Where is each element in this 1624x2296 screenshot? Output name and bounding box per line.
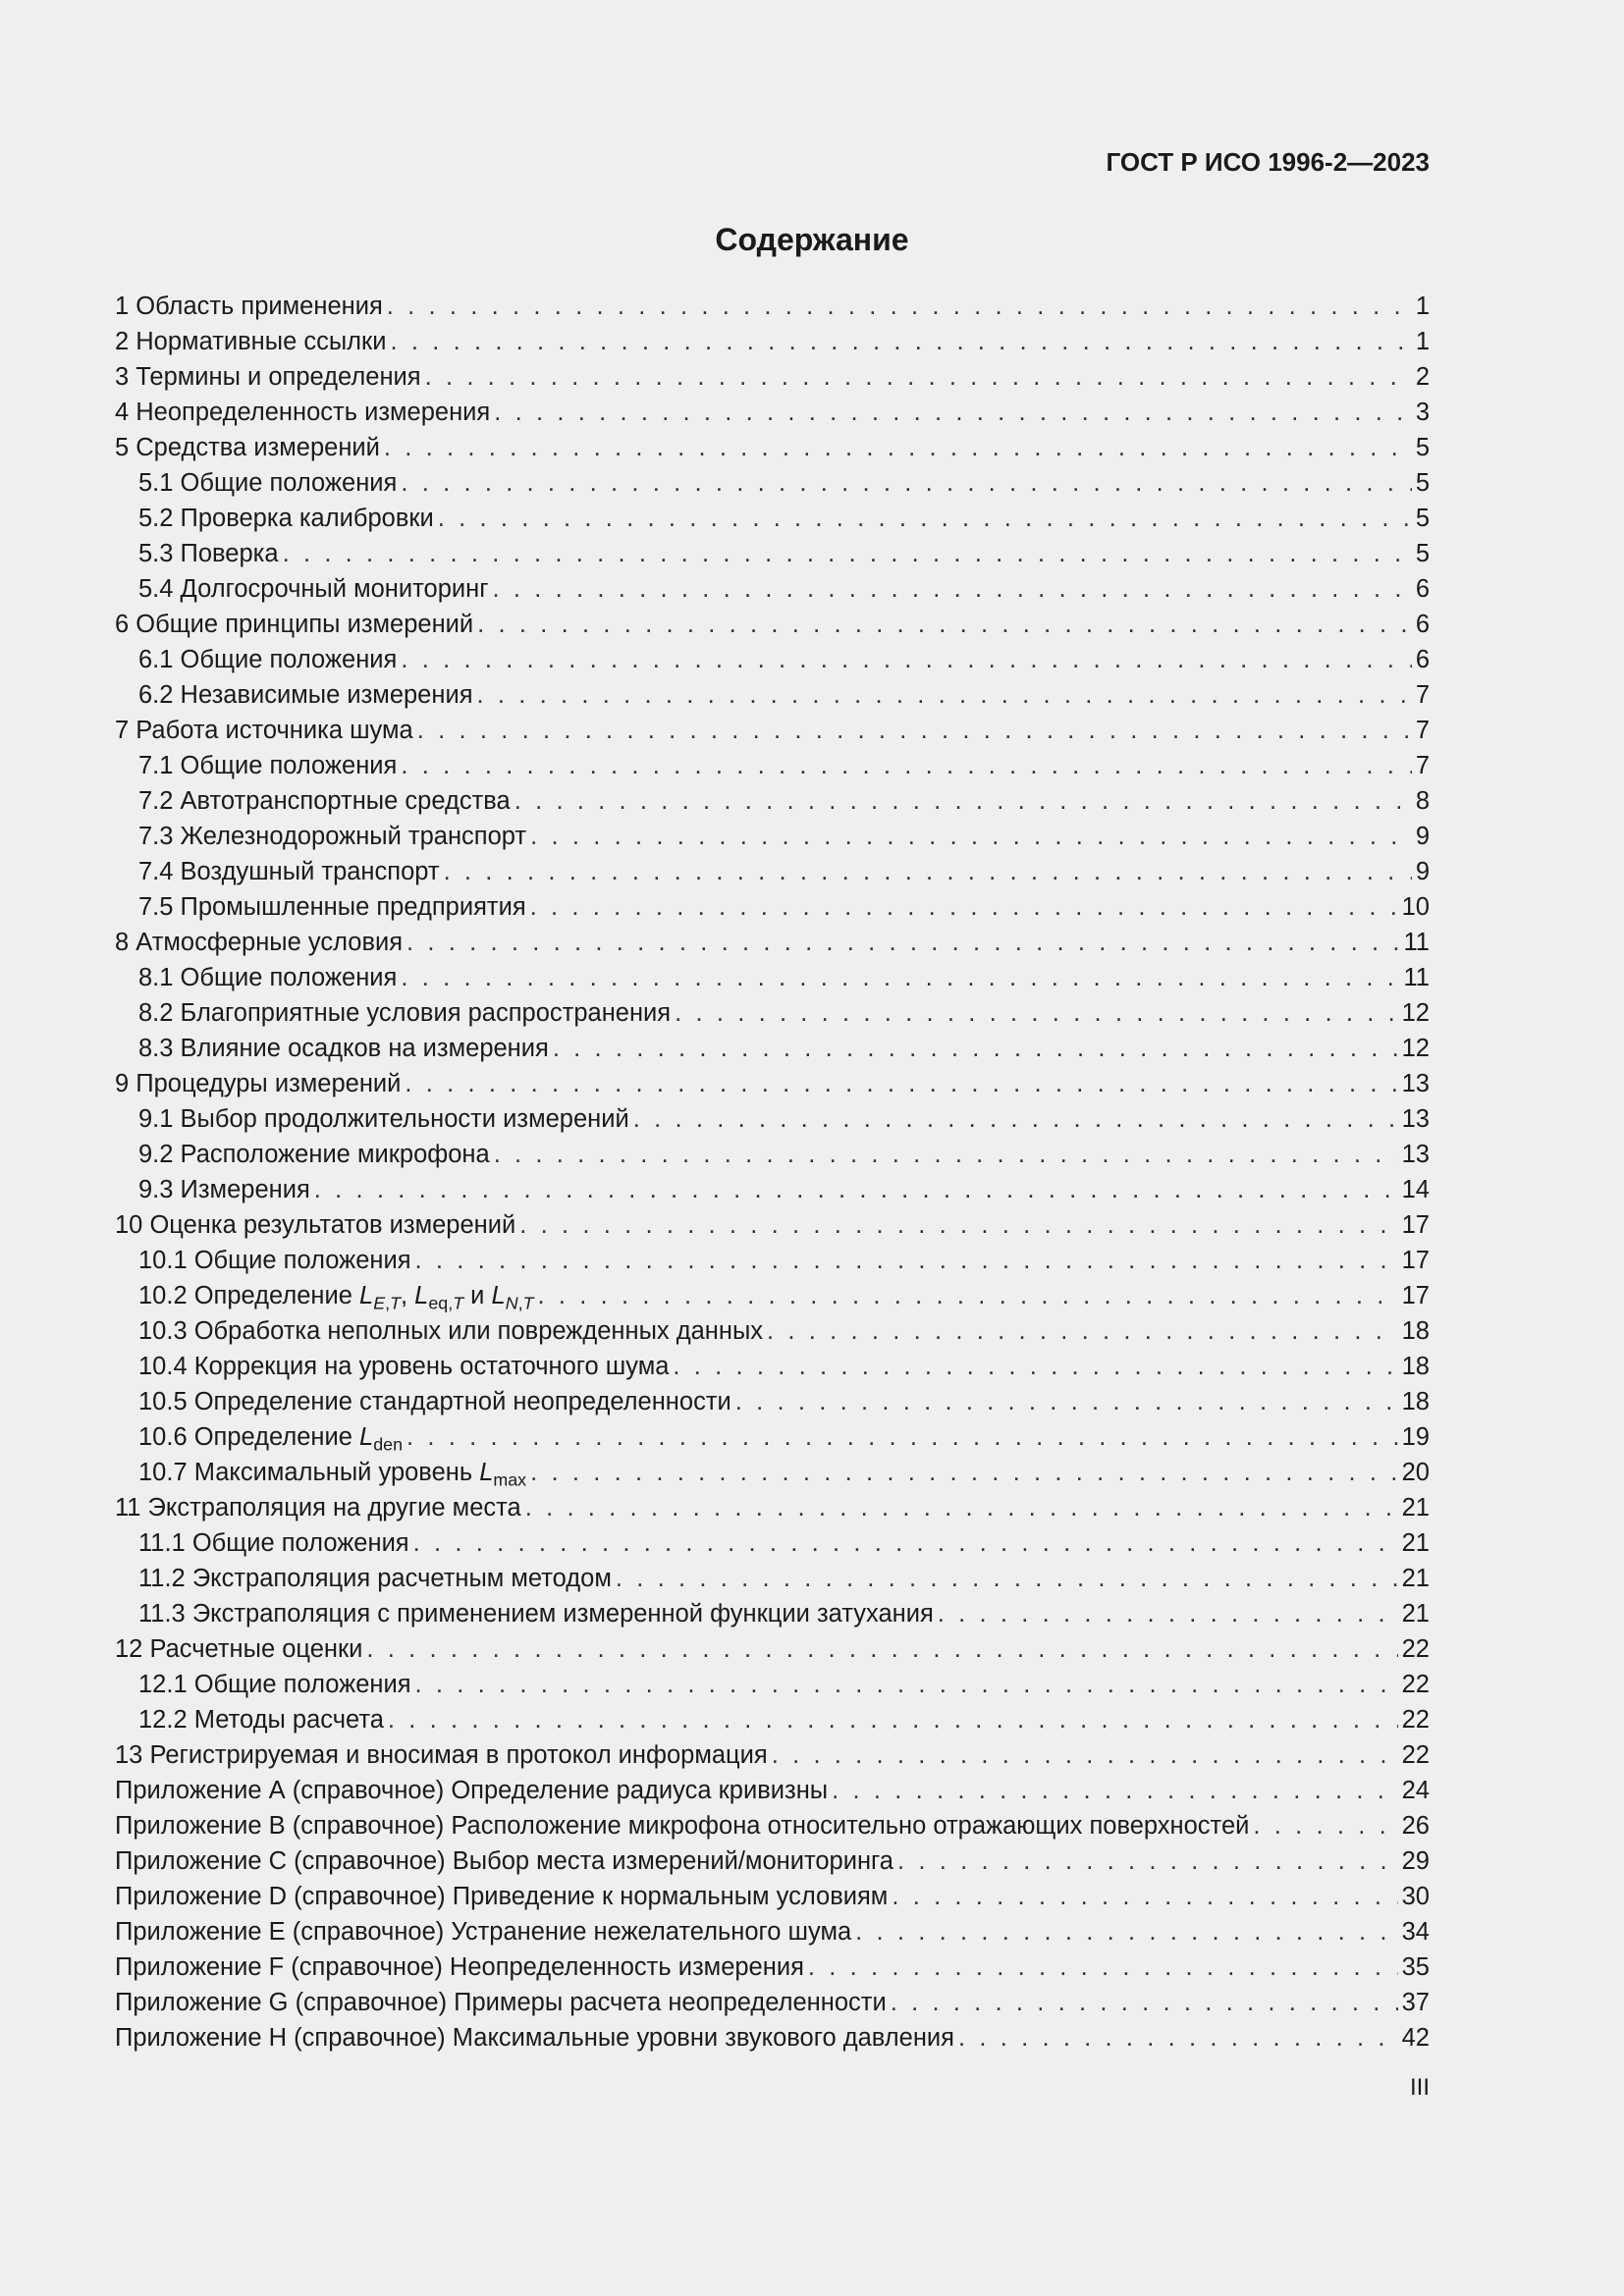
- toc-dot-leader: [493, 571, 1412, 607]
- toc-entry: [115, 748, 1430, 783]
- toc-entry-page: 18: [1401, 1388, 1430, 1415]
- toc-dot-leader: [401, 748, 1411, 783]
- toc-entry-label: 10.5 Определение стандартной неопределенности: [138, 1388, 731, 1415]
- toc-entry-label: 7 Работа источника шума: [115, 717, 413, 744]
- toc-entry-label: 1 Область применения: [115, 293, 383, 320]
- toc-entry-label: 12 Расчетные оценки: [115, 1635, 363, 1663]
- toc-entry: [115, 1207, 1430, 1243]
- toc-entry: [115, 1137, 1430, 1172]
- toc-entry-label: Приложение Е (справочное) Устранение нежелательного шума: [115, 1918, 852, 1946]
- toc-entry: [115, 1561, 1430, 1596]
- toc-dot-leader: [891, 1985, 1398, 2020]
- toc-entry: [115, 960, 1430, 995]
- toc-entry-page: 2: [1415, 363, 1430, 391]
- toc-dot-leader: [444, 854, 1412, 889]
- toc-entry-label: 7.3 Железнодорожный транспорт: [138, 823, 527, 850]
- toc-entry-page: 1: [1415, 328, 1430, 355]
- toc-entry-page: 14: [1401, 1176, 1430, 1203]
- toc-entry-label: 10.6 Определение $L_{den}$: [138, 1423, 403, 1455]
- toc-entry-label: Приложение Н (справочное) Максимальные уровни звукового давления: [115, 2024, 954, 2052]
- toc-dot-leader: [406, 925, 1399, 960]
- toc-entry: [115, 1243, 1430, 1278]
- toc-dot-leader: [525, 1490, 1398, 1525]
- toc-entry-page: 17: [1401, 1282, 1430, 1309]
- toc-dot-leader: [675, 995, 1398, 1031]
- toc-entry-page: 5: [1415, 434, 1430, 461]
- toc-entry: [115, 571, 1430, 607]
- toc-entry-label: 10.1 Общие положения: [138, 1247, 411, 1274]
- toc-dot-leader: [405, 1066, 1397, 1101]
- toc-entry: [115, 1843, 1430, 1879]
- page-title: Содержание: [715, 222, 909, 257]
- toc-dot-leader: [519, 1207, 1397, 1243]
- toc-entry: [115, 1101, 1430, 1137]
- toc-entry-page: 22: [1401, 1671, 1430, 1698]
- toc-entry-page: 5: [1415, 505, 1430, 532]
- toc-entry-page: 18: [1401, 1317, 1430, 1345]
- toc-entry: [115, 1066, 1430, 1101]
- toc-entry-label: 12.1 Общие положения: [138, 1671, 411, 1698]
- toc-entry-label: Приложение F (справочное) Неопределенность измерения: [115, 1953, 804, 1981]
- toc-entry: [115, 713, 1430, 748]
- toc-entry-label: Приложение D (справочное) Приведение к нормальным условиям: [115, 1883, 889, 1910]
- toc-entry-page: 12: [1401, 999, 1430, 1027]
- toc-entry-page: 21: [1401, 1529, 1430, 1557]
- toc-entry: [115, 359, 1430, 395]
- toc-entry-page: 10: [1401, 893, 1430, 921]
- toc-dot-leader: [530, 889, 1398, 925]
- toc-entry: [115, 1808, 1430, 1843]
- toc-dot-leader: [406, 1419, 1398, 1455]
- toc-entry-label: 8.3 Влияние осадков на измерения: [138, 1035, 549, 1062]
- toc-entry: [115, 430, 1430, 465]
- toc-dot-leader: [417, 713, 1412, 748]
- toc-dot-leader: [537, 1278, 1397, 1313]
- toc-entry: [115, 501, 1430, 536]
- toc-entry: [115, 1596, 1430, 1631]
- toc-entry-label: 11.2 Экстраполяция расчетным методом: [138, 1565, 612, 1592]
- toc-entry-label: 9.3 Измерения: [138, 1176, 310, 1203]
- toc-entry-page: 9: [1415, 823, 1430, 850]
- page-number: III: [1409, 2074, 1430, 2101]
- toc-entry: [115, 1667, 1430, 1702]
- toc-entry-label: 8 Атмосферные условия: [115, 929, 404, 956]
- toc-entry-page: 20: [1401, 1459, 1430, 1486]
- toc-entry-page: 35: [1401, 1953, 1430, 1981]
- toc-entry-label: 10.2 Определение $L_{E,T}$, $L_{eq,T}$ и $L_{N,T}$: [138, 1282, 534, 1313]
- toc-entry-label: 6.1 Общие положения: [138, 646, 398, 673]
- toc-dot-leader: [958, 2020, 1398, 2056]
- toc-entry: [115, 1031, 1430, 1066]
- toc-dot-leader: [494, 395, 1412, 430]
- toc-entry-label: 5 Средства измерений: [115, 434, 380, 461]
- toc-entry-label: 9.2 Расположение микрофона: [138, 1141, 490, 1168]
- toc-entry-page: 9: [1415, 858, 1430, 885]
- toc-entry: [115, 1914, 1430, 1949]
- toc-entry: [115, 1525, 1430, 1561]
- toc-entry-page: 1: [1415, 293, 1430, 320]
- toc-dot-leader: [808, 1949, 1398, 1985]
- toc-entry-page: 7: [1415, 752, 1430, 779]
- toc-entry-page: 11: [1403, 929, 1430, 956]
- toc-entry: [115, 1455, 1430, 1490]
- toc-entry-page: 6: [1415, 646, 1430, 673]
- toc-entry-page: 30: [1401, 1883, 1430, 1910]
- toc-dot-leader: [401, 465, 1411, 501]
- toc-entry-page: 24: [1401, 1777, 1430, 1804]
- toc-entry-page: 6: [1415, 575, 1430, 603]
- toc-entry: [115, 1631, 1430, 1667]
- toc-dot-leader: [401, 960, 1399, 995]
- toc-entry-label: 5.3 Поверка: [138, 540, 279, 567]
- toc-entry-page: 21: [1401, 1494, 1430, 1522]
- toc-dot-leader: [494, 1137, 1398, 1172]
- toc-entry-label: Приложение В (справочное) Расположение микрофона относительно отражающих поверхностей: [115, 1812, 1250, 1840]
- toc-entry-label: 6 Общие принципы измерений: [115, 611, 474, 638]
- toc-entry-label: Приложение А (справочное) Определение радиуса кривизны: [115, 1777, 829, 1804]
- toc-entry-label: 11.1 Общие положения: [138, 1529, 409, 1557]
- toc-entry-page: 11: [1403, 964, 1430, 991]
- toc-entry: [115, 1278, 1430, 1313]
- toc-entry-label: 8.2 Благоприятные условия распространения: [138, 999, 672, 1027]
- toc-dot-leader: [616, 1561, 1398, 1596]
- toc-entry: [115, 889, 1430, 925]
- toc-entry: [115, 536, 1430, 571]
- toc-entry: [115, 289, 1430, 324]
- toc-entry: [115, 1949, 1430, 1985]
- toc-entry-label: 7.4 Воздушный транспорт: [138, 858, 440, 885]
- toc-entry: [115, 783, 1430, 819]
- toc-entry-label: 13 Регистрируемая и вносимая в протокол информация: [115, 1741, 768, 1769]
- toc-entry: [115, 1773, 1430, 1808]
- toc-dot-leader: [425, 359, 1412, 395]
- toc-entry-page: 21: [1401, 1565, 1430, 1592]
- toc-entry-page: 42: [1401, 2024, 1430, 2052]
- toc-entry: [115, 1737, 1430, 1773]
- toc-dot-leader: [387, 289, 1412, 324]
- toc-dot-leader: [438, 501, 1412, 536]
- toc-entry-label: 7.2 Автотранспортные средства: [138, 787, 511, 815]
- toc-entry: [115, 2020, 1430, 2056]
- toc-entry-page: 13: [1401, 1070, 1430, 1097]
- toc-dot-leader: [401, 642, 1411, 677]
- toc-entry: [115, 395, 1430, 430]
- toc-dot-leader: [1253, 1808, 1397, 1843]
- toc-dot-leader: [390, 324, 1411, 359]
- toc-entry-label: 6.2 Независимые измерения: [138, 681, 473, 709]
- toc-dot-leader: [283, 536, 1412, 571]
- toc-entry: [115, 854, 1430, 889]
- toc-entry-label: 9 Процедуры измерений: [115, 1070, 402, 1097]
- toc-dot-leader: [477, 607, 1412, 642]
- toc-entry-page: 7: [1415, 681, 1430, 709]
- toc-dot-leader: [767, 1313, 1398, 1349]
- toc-entry-label: 4 Неопределенность измерения: [115, 399, 491, 426]
- toc-entry: [115, 324, 1430, 359]
- toc-dot-leader: [415, 1243, 1398, 1278]
- toc-entry-page: 26: [1401, 1812, 1430, 1840]
- toc-entry: [115, 642, 1430, 677]
- toc-entry-page: 13: [1401, 1141, 1430, 1168]
- toc-dot-leader: [388, 1702, 1398, 1737]
- toc-dot-leader: [514, 783, 1412, 819]
- toc-dot-leader: [530, 819, 1412, 854]
- toc-entry-page: 12: [1401, 1035, 1430, 1062]
- toc-entry-page: 7: [1415, 717, 1430, 744]
- toc-entry-page: 3: [1415, 399, 1430, 426]
- toc-entry-page: 37: [1401, 1989, 1430, 2016]
- toc-entry-page: 22: [1401, 1741, 1430, 1769]
- toc-entry-page: 21: [1401, 1600, 1430, 1628]
- toc-dot-leader: [855, 1914, 1397, 1949]
- toc-entry-label: 9.1 Выбор продолжительности измерений: [138, 1105, 629, 1133]
- toc-entry-label: 5.2 Проверка калибровки: [138, 505, 434, 532]
- toc-entry: [115, 819, 1430, 854]
- toc-entry: [115, 1985, 1430, 2020]
- toc-dot-leader: [413, 1525, 1398, 1561]
- toc-dot-leader: [772, 1737, 1398, 1773]
- toc-entry-page: 22: [1401, 1706, 1430, 1734]
- toc-entry-page: 17: [1401, 1211, 1430, 1239]
- toc-entry-label: Приложение G (справочное) Примеры расчета неопределенности: [115, 1989, 887, 2016]
- toc-entry-label: 11.3 Экстраполяция с применением измеренной функции затухания: [138, 1600, 934, 1628]
- toc-dot-leader: [477, 677, 1412, 713]
- toc-entry-page: 8: [1415, 787, 1430, 815]
- toc-dot-leader: [553, 1031, 1398, 1066]
- toc-entry: [115, 1702, 1430, 1737]
- toc-dot-leader: [735, 1384, 1398, 1419]
- toc-entry-label: 8.1 Общие положения: [138, 964, 398, 991]
- toc-entry-label: 5.1 Общие положения: [138, 469, 398, 497]
- toc-entry: [115, 1879, 1430, 1914]
- toc-entry-page: 34: [1401, 1918, 1430, 1946]
- toc-entry-label: 10.4 Коррекция на уровень остаточного шума: [138, 1353, 670, 1380]
- toc-entry: [115, 607, 1430, 642]
- table-of-contents: [115, 289, 1430, 2056]
- toc-entry: [115, 1313, 1430, 1349]
- toc-dot-leader: [314, 1172, 1398, 1207]
- toc-entry: [115, 1384, 1430, 1419]
- toc-entry: [115, 677, 1430, 713]
- toc-dot-leader: [530, 1455, 1398, 1490]
- toc-entry: [115, 925, 1430, 960]
- toc-entry-label: 3 Термины и определения: [115, 363, 421, 391]
- toc-dot-leader: [415, 1667, 1398, 1702]
- document-code: ГОСТ Р ИСО 1996-2—2023: [1106, 147, 1430, 177]
- toc-dot-leader: [384, 430, 1412, 465]
- toc-entry-label: 7.5 Промышленные предприятия: [138, 893, 526, 921]
- toc-entry-page: 18: [1401, 1353, 1430, 1380]
- toc-dot-leader: [832, 1773, 1398, 1808]
- toc-dot-leader: [633, 1101, 1398, 1137]
- toc-entry-label: 10 Оценка результатов измерений: [115, 1211, 516, 1239]
- toc-entry-label: Приложение С (справочное) Выбор места измерений/мониторинга: [115, 1847, 893, 1875]
- toc-entry-page: 5: [1415, 540, 1430, 567]
- toc-dot-leader: [366, 1631, 1397, 1667]
- toc-entry-page: 19: [1401, 1423, 1430, 1451]
- toc-entry-label: 10.7 Максимальный уровень $L_{max}$: [138, 1459, 527, 1490]
- toc-entry-page: 17: [1401, 1247, 1430, 1274]
- toc-dot-leader: [938, 1596, 1398, 1631]
- toc-entry: [115, 1349, 1430, 1384]
- toc-entry-label: 10.3 Обработка неполных или поврежденных данных: [138, 1317, 764, 1345]
- toc-entry-page: 29: [1401, 1847, 1430, 1875]
- toc-entry-label: 12.2 Методы расчета: [138, 1706, 384, 1734]
- toc-entry-page: 5: [1415, 469, 1430, 497]
- toc-dot-leader: [897, 1843, 1398, 1879]
- toc-entry-label: 7.1 Общие положения: [138, 752, 398, 779]
- toc-entry-label: 11 Экстраполяция на другие места: [115, 1494, 521, 1522]
- toc-entry-label: 2 Нормативные ссылки: [115, 328, 387, 355]
- toc-entry: [115, 465, 1430, 501]
- toc-entry-label: 5.4 Долгосрочный мониторинг: [138, 575, 489, 603]
- toc-entry: [115, 1490, 1430, 1525]
- toc-entry: [115, 1172, 1430, 1207]
- toc-entry-page: 22: [1401, 1635, 1430, 1663]
- toc-dot-leader: [892, 1879, 1397, 1914]
- toc-entry-page: 13: [1401, 1105, 1430, 1133]
- toc-entry: [115, 995, 1430, 1031]
- toc-dot-leader: [673, 1349, 1397, 1384]
- toc-entry: [115, 1419, 1430, 1455]
- toc-entry-page: 6: [1415, 611, 1430, 638]
